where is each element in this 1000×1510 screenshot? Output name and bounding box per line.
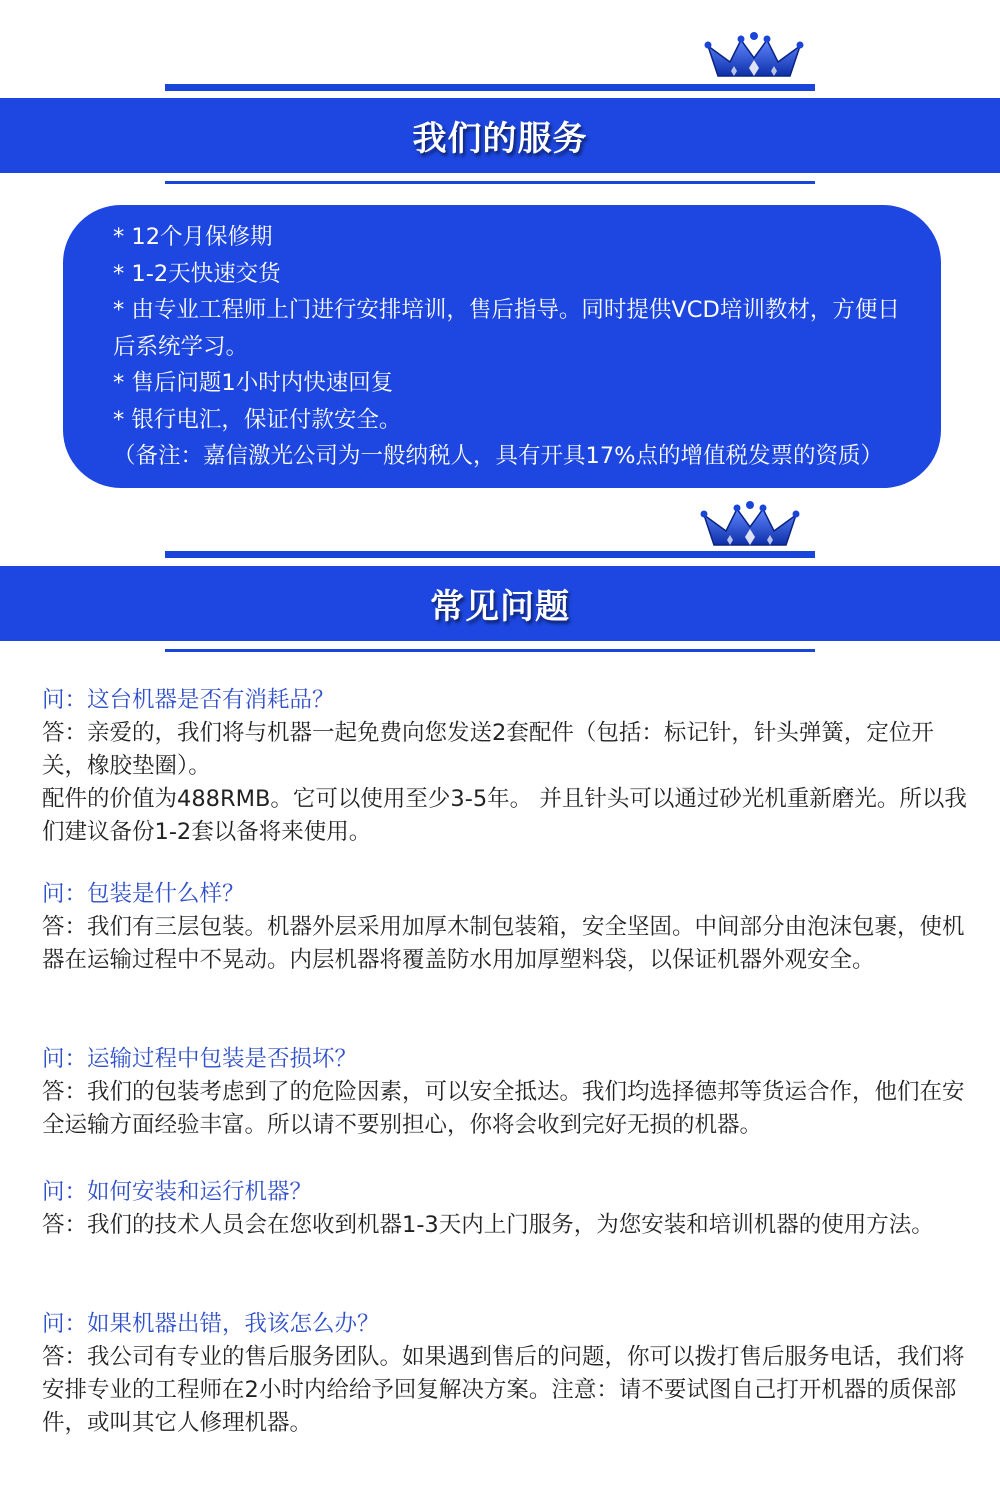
faq-answer: 答：我们的包装考虑到了的危险因素，可以安全抵达。我们均选择德邦等货运合作，他们在安全运输方面经验丰富。所以请不要别担心，你将会收到完好无损的机器。 bbox=[42, 1079, 965, 1138]
divider bbox=[165, 649, 815, 652]
divider bbox=[165, 181, 815, 184]
header-bar bbox=[165, 84, 815, 91]
faq-answer: 答：我们有三层包装。机器外层采用加厚木制包装箱，安全坚固。中间部分由泡沫包裹，使机器在运输过程中不晃动。内层机器将覆盖防水用加厚塑料袋，以保证机器外观安全。 bbox=[42, 914, 965, 973]
crown-icon bbox=[700, 501, 800, 551]
faq-question: 问：如何安装和运行机器？ bbox=[42, 1179, 313, 1205]
service-item: * 售后问题1小时内快速回复 bbox=[113, 370, 394, 396]
services-banner bbox=[0, 98, 1000, 173]
faq-entry bbox=[42, 1043, 977, 1142]
service-item: * 1-2天快速交货 bbox=[113, 260, 281, 287]
services-box bbox=[63, 205, 941, 488]
faq-answer: 答：我公司有专业的售后服务团队。如果遇到售后的问题，你可以拨打售后服务电话，我们将安排专业的工程师在2小时内给给予回复解决方案。注意：请不要试图自己打开机器的质保部件，或叫其它人修理机器。 bbox=[42, 1344, 965, 1436]
faq-question: 问：如果机器出错，我该怎么办？ bbox=[42, 1311, 380, 1337]
faq-answer: 配件的价值为488RMB。它可以使用至少3-5年。 并且针头可以通过砂光机重新磨光。所以我们建议备份1-2套以备将来使用。 bbox=[42, 786, 967, 845]
faq-question: 问：运输过程中包装是否损坏？ bbox=[42, 1046, 358, 1072]
faq-title: 常见问题 bbox=[430, 587, 570, 627]
service-item: * 12个月保修期 bbox=[113, 224, 273, 250]
faq-banner bbox=[0, 566, 1000, 641]
services-title: 我们的服务 bbox=[412, 119, 588, 159]
crown-icon bbox=[704, 32, 804, 82]
service-item: * 银行电汇，保证付款安全。 bbox=[113, 406, 402, 433]
faq-question: 问：这台机器是否有消耗品？ bbox=[42, 687, 335, 713]
faq-entry bbox=[42, 878, 977, 977]
faq-answer: 答：我们的技术人员会在您收到机器1-3天内上门服务，为您安装和培训机器的使用方法。 bbox=[42, 1212, 934, 1238]
faq-answer: 答：亲爱的，我们将与机器一起免费向您发送2套配件（包括：标记针，针头弹簧，定位开关，橡胶垫圈）。 bbox=[42, 720, 934, 779]
service-note: （备注：嘉信激光公司为一般纳税人，具有开具17%点的增值税发票的资质） bbox=[113, 443, 884, 469]
faq-entry bbox=[42, 684, 977, 849]
service-item: * 由专业工程师上门进行安排培训，售后指导。同时提供VCD培训教材，方便日后系统学习。 bbox=[113, 297, 900, 360]
header-bar bbox=[165, 551, 815, 558]
faq-entry bbox=[42, 1308, 977, 1440]
faq-question: 问：包装是什么样？ bbox=[42, 881, 245, 907]
faq-entry bbox=[42, 1176, 977, 1242]
